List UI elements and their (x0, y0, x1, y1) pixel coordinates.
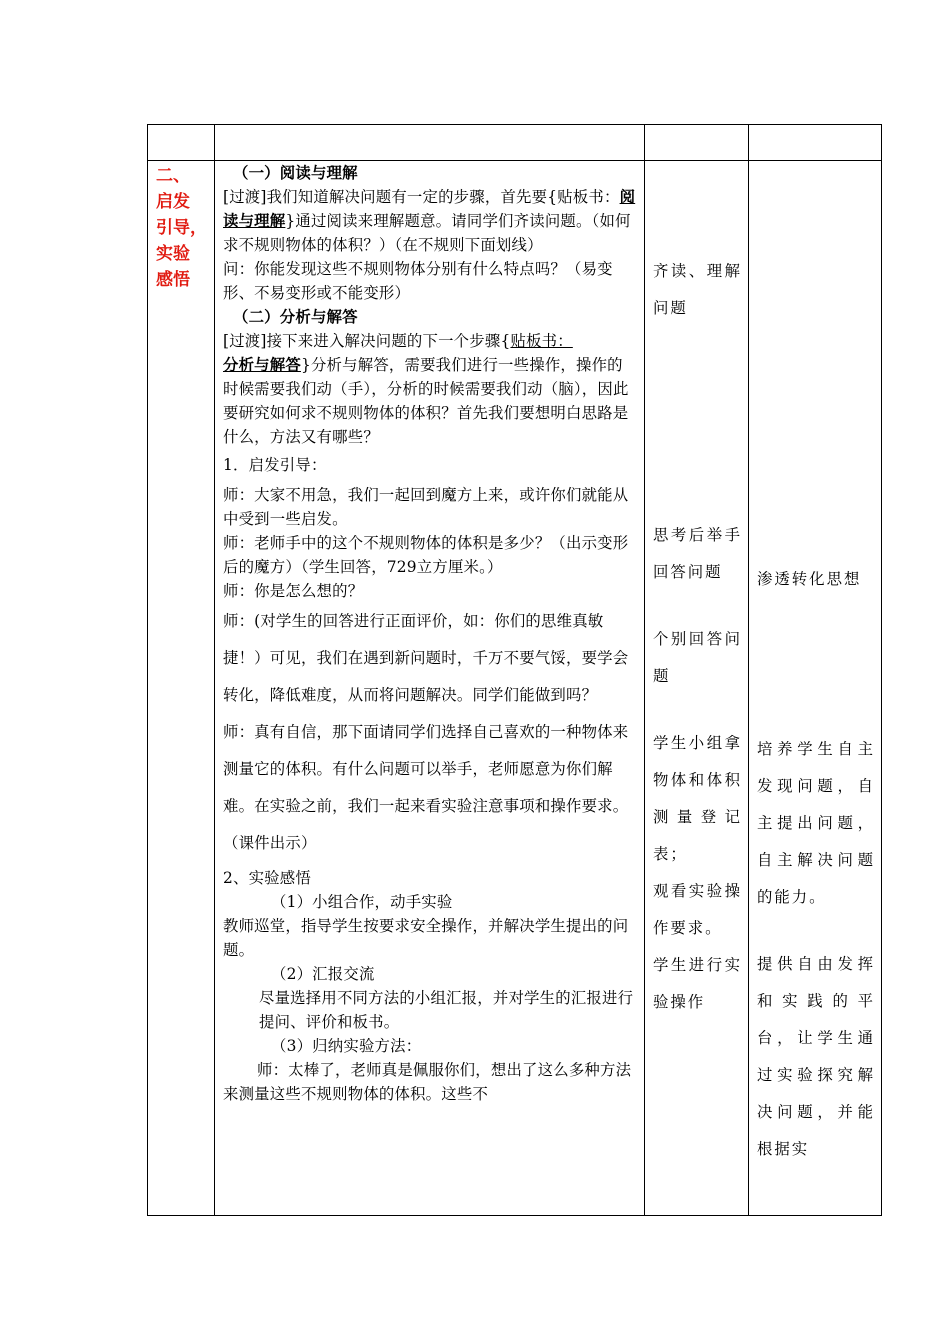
substep-3: （3）归纳实验方法： (271, 1037, 422, 1055)
student-activity-2: 思考后举手回答问题 (653, 526, 742, 581)
design-intent-cell (749, 161, 882, 1216)
stage-cell (148, 161, 215, 1216)
student-activity-3: 个别回答问题 (653, 630, 742, 685)
header-cell-content (215, 125, 645, 161)
student-activity-1: 齐读、理解问题 (653, 262, 742, 317)
paragraph-patrol: 教师巡堂，指导学生按要求安全操作，并解决学生提出的问题。 (223, 917, 629, 959)
section-title-reading: （一）阅读与理解 (233, 164, 358, 182)
paragraph-question: 问：你能发现这些不规则物体分别有什么特点吗？（易变形、不易变形或不能变形） (223, 260, 613, 302)
section-title-analysis: （二）分析与解答 (233, 308, 358, 326)
lesson-plan-table (147, 124, 882, 1216)
board-label-reading: 阅读与理解 (223, 188, 636, 230)
paragraph-report: 尽量选择用不同方法的小组汇报，并对学生的汇报进行提问、评价和板书。 (259, 989, 634, 1031)
header-cell-intent (749, 125, 882, 161)
stage-line: 二、 (156, 166, 190, 186)
substep-1: （1）小组合作，动手实验 (271, 893, 453, 911)
content-cell (215, 161, 645, 1216)
table-header-row (148, 125, 882, 161)
stage-line: 启发 (156, 192, 190, 212)
student-activity-5: 观看实验操作要求。 (653, 882, 742, 937)
paragraph-teacher-2: 师：老师手中的这个不规则物体的体积是多少？（出示变形后的魔方）（学生回答，729立方厘米。） (223, 534, 629, 576)
student-activity-cell (645, 161, 749, 1216)
paragraph-teacher-1: 师：大家不用急，我们一起回到魔方上来，或许你们就能从中受到一些启发。 (223, 486, 629, 528)
stage-line: 实验 (156, 244, 190, 264)
stage-line: 感悟 (156, 270, 190, 290)
paragraph-teacher-3: 师：你是怎么想的？ (223, 582, 364, 600)
stage-line: 引导， (156, 218, 207, 238)
header-cell-student (645, 125, 749, 161)
paragraph-teacher-4: 师：(对学生的回答进行正面评价，如：你们的思维真敏捷！）可见，我们在遇到新问题时，千万不要气馁，要学会转化，降低难度，从而将问题解决。同学们能做到吗？ (223, 612, 629, 704)
paragraph-teacher-5: 师：真有自信，那下面请同学们选择自己喜欢的一种物体来测量它的体积。有什么问题可以举手，老师愿意为你们解难。在实验之前，我们一起来看实验注意事项和操作要求。（课件出示） (223, 723, 629, 852)
student-activity-6: 学生进行实验操作 (653, 956, 742, 1011)
intent-2: 培养学生自主发现问题，自主提出问题，自主解决问题的能力。 (757, 740, 875, 906)
table-row (148, 161, 882, 1216)
intent-1: 渗透转化思想 (757, 570, 862, 588)
header-cell-stage (148, 125, 215, 161)
paragraph-transition-1: [过渡]我们知道解决问题有一定的步骤，首先要{贴板书：阅读与理解}通过阅读来理解题意。请同学们齐读问题。（如何求不规则物体的体积？）（在不规则下面划线） (223, 188, 636, 254)
step-heading-2: 2、实验感悟 (223, 869, 311, 887)
paragraph-summary: 师：太棒了，老师真是佩服你们，想出了这么多种方法来测量这些不规则物体的体积。这些不 (223, 1061, 632, 1103)
board-label-analysis: 分析与解答 (223, 356, 301, 374)
paragraph-transition-2: [过渡]接下来进入解决问题的下一个步骤{贴板书： 分析与解答}分析与解答，需要我们进行一些操作，操作的时候需要我们动（手），分析的时候需要我们动（脑），因此要研究如何求不规则物体的体积？首先我们要想明白思路是什么，方法又有哪些？ (223, 332, 629, 446)
student-activity-4: 学生小组拿物体和体积测量登记表； (653, 734, 742, 863)
step-heading-1: 1．启发引导： (223, 456, 327, 474)
substep-2: （2）汇报交流 (271, 965, 375, 983)
intent-3: 提供自由发挥和实践的平台，让学生通过实验探究解决问题，并能根据实 (757, 955, 875, 1158)
